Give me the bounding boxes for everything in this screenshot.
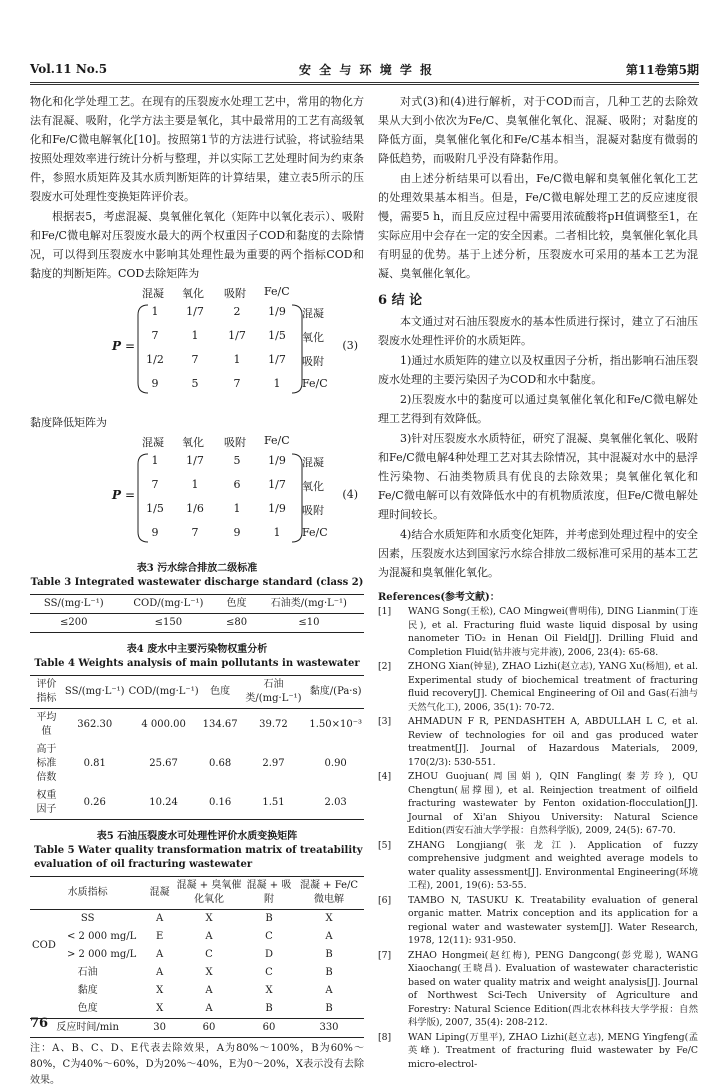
table-cell: C — [265, 967, 273, 978]
paragraph: 本文通过对石油压裂废水的基本性质进行探讨，建立了石油压裂废水处理性评价的水质矩阵。 — [378, 315, 698, 347]
table-cell: A — [156, 913, 164, 924]
matrix-col-header: 氧化 — [182, 436, 204, 449]
table-cell: 25.67 — [149, 758, 178, 769]
reference-text: ZHAO Hongmei(赵红梅), PENG Dangcong(彭党聪), WANG Xiaochang(王晓昌). Evaluation of wastewater characteristic based on water quality matrix and weight analysis[J]. Journal of Northwest Sci-Tech University of Agriculture and Forestry: Natural Science Edition(西北农林科技大学学报：自然科学版), 2007, 35(4): 208-212. — [408, 949, 698, 1028]
table-cell: X — [156, 985, 164, 996]
reference-number: [5] — [378, 839, 392, 851]
table-cell: X — [265, 985, 273, 996]
matrix-cell: 1/7 — [186, 454, 204, 467]
equals-sign: = — [125, 488, 136, 502]
table-cell: < 2 000 mg/L — [66, 931, 137, 942]
matrix-cell: 2 — [233, 305, 241, 318]
matrix-row-label: 混凝 — [302, 456, 324, 469]
right-bracket — [292, 454, 302, 542]
table-header-cell: 评价指标 — [30, 676, 63, 709]
table-cell: X — [205, 967, 213, 978]
matrix-cell: 1/6 — [186, 502, 204, 515]
table-header-cell: 色度 — [201, 676, 240, 709]
table-row — [30, 1000, 364, 1019]
matrix-cell: 1 — [273, 377, 281, 390]
table-row — [30, 928, 364, 946]
table-header-cell: 混凝 — [145, 877, 174, 910]
header-rule — [30, 82, 699, 85]
table-cell: X — [205, 913, 213, 924]
table-cell: 石油 — [77, 967, 98, 978]
matrix-row-label: Fe/C — [302, 526, 328, 539]
table-caption-en: Table 4 Weights analysis of main pollutants in wastewater — [34, 658, 360, 669]
table-cell: 1.50×10⁻³ — [309, 719, 362, 730]
table-caption-en: Table 3 Integrated wastewater discharge standard (class 2) — [30, 577, 364, 588]
table-cell: ≤10 — [254, 614, 364, 633]
table-cell: 2.97 — [262, 758, 285, 769]
reference-text: AHMADUN F R, PENDASHTEH A, ABDULLAH L C, et al. Review of technologies for oil and gas produced water treatment[J]. Journal of Hazardous Materials, 2009, 170(2/3): 530-551. — [408, 716, 698, 768]
table-cell: A — [156, 949, 164, 960]
table-cell: B — [294, 1000, 364, 1019]
matrix-col-header: 氧化 — [182, 287, 204, 300]
volume-label: Vol.11 No.5 — [30, 62, 108, 76]
reference-item — [378, 839, 698, 893]
reference-text: ZHOU Guojuan(周国娟), QIN Fangling(秦芳玲), QU Chengtun(屈撑囤), et al. Reinjection treatment of oilfield fracturing wastewater by Fenton oxidation-flocculation[J]. Journal of Xi'an Shiyou University: Natural Science Edition(西安石油大学学报：自然科学版), 2009, 24(5): 67-70. — [408, 771, 698, 836]
table-caption-en: Table 5 Water quality transformation matrix of treatability evaluation of oil fracturing wastewater — [34, 845, 363, 870]
reference-item — [378, 715, 698, 769]
table-3 — [30, 562, 364, 633]
table-cell: 色度 — [30, 1000, 145, 1019]
reference-item — [378, 660, 698, 714]
left-bracket — [138, 454, 148, 542]
matrix-cell: 1/5 — [268, 329, 286, 342]
matrix-cell: 7 — [191, 353, 199, 366]
table-cell: COD — [32, 940, 56, 951]
table-row — [30, 964, 364, 982]
table-cell: ≤80 — [219, 614, 254, 633]
table-caption-cn: 表3 污水综合排放二级标准 — [136, 563, 258, 574]
table-cell: 60 — [174, 1019, 244, 1038]
reference-item — [378, 894, 698, 948]
matrix-col-header: 吸附 — [224, 436, 246, 449]
table-cell: A — [325, 931, 333, 942]
matrix-cell: 1/9 — [268, 305, 286, 318]
table-cell: A — [174, 1000, 244, 1019]
matrix-brackets — [30, 434, 364, 558]
table-header-cell: SS/(mg·L⁻¹) — [30, 595, 118, 614]
table-cell: B — [325, 967, 333, 978]
reference-text: ZHONG Xian(钟显), ZHAO Lizhi(赵立志), YANG Xu(杨旭), et al. Experimental study of biochemical treatment of fracturing fluid recovery[J]. Chemical Engineering of Oil and Gas(石油与天然气化工), 2006, 35(1): 70-72. — [408, 661, 698, 713]
matrix-cell: 1/7 — [268, 353, 286, 366]
matrix-cell: 6 — [233, 478, 241, 491]
reference-number: [6] — [378, 894, 392, 906]
table-row — [30, 741, 364, 787]
paragraph: 物化和化学处理工艺。在现有的压裂废水处理工艺中，常用的物化方法有混凝、吸附，化学方法主要是氧化，其中最常用的工艺有高级氧化和Fe/C微电解氧化[10]。按照第1节的方法进行试验，将试验结果按照处理效率进行统计分析与整理，并以实际工艺处理时间为约束条件，参照水质矩阵及其水质判断矩阵的计算结果，建立表5所示的压裂废水可处理性变换矩阵评价表。 — [30, 95, 364, 203]
table-cell: X — [145, 1000, 174, 1019]
table-cell: X — [325, 913, 333, 924]
table-header-cell: 石油类/(mg·L⁻¹) — [240, 676, 308, 709]
matrix-row-label: 吸附 — [302, 504, 324, 517]
matrix-cell: 1/5 — [146, 502, 164, 515]
table-header-cell: 水质指标 — [30, 877, 145, 910]
matrix-symbol: P — [112, 339, 122, 353]
table-cell: 134.67 — [202, 719, 238, 730]
reference-number: [7] — [378, 949, 392, 961]
cod-removal-matrix — [30, 285, 364, 409]
table-header-cell: SS/(mg·L⁻¹) — [63, 676, 127, 709]
table-cell: 330 — [294, 1019, 364, 1038]
matrix-row-label: Fe/C — [302, 377, 328, 390]
table-cell: D — [264, 949, 274, 960]
reference-list — [378, 605, 698, 1071]
matrix-cell: 1 — [151, 454, 159, 467]
table-cell: 高于标准倍数 — [36, 744, 57, 783]
discharge-standard-table — [30, 594, 364, 633]
matrix-cell: 1 — [233, 502, 241, 515]
matrix-cell: 1 — [273, 526, 281, 539]
table-header-cell: 混凝 + 臭氧催化氧化 — [174, 877, 244, 910]
matrix-cell: 5 — [233, 454, 241, 467]
matrix-cell: 1 — [151, 305, 159, 318]
table-row — [30, 709, 364, 742]
matrix-cell: 9 — [151, 377, 159, 390]
right-bracket — [292, 305, 302, 393]
matrix-col-header: Fe/C — [264, 434, 290, 447]
table-cell: A — [205, 985, 213, 996]
paragraph: 由上述分析结果可以看出，Fe/C微电解和臭氧催化氧化工艺的处理效果基本相当。但是，Fe/C微电解处理工艺的反应速度很慢，需要5 h，而且反应过程中需要用浓硫酸将pH值调整至1，在实际应用中会存在一定的安全因素。二者相比较，臭氧催化氧化具有明显的优势。基于上述分析，压裂废水可采用的基本工艺为混凝、臭氧催化氧化。 — [378, 172, 698, 280]
matrix-cell: 1 — [233, 353, 241, 366]
matrix-col-header: 吸附 — [224, 287, 246, 300]
matrix-cell: 1 — [191, 478, 199, 491]
matrix-cell: 1 — [191, 329, 199, 342]
table-cell: 0.90 — [324, 758, 347, 769]
matrix-cell: 1/7 — [228, 329, 246, 342]
table-note: 注：A、B、C、D、E代表去除效果，A为80%～100%，B为60%～80%，C为40%～60%，D为20%～40%，E为0～20%，X表示没有去除效果。 — [30, 1043, 364, 1086]
section-heading: 6 结 论 — [378, 293, 423, 308]
table-caption-cn: 表5 石油压裂废水可处理性评价水质变换矩阵 — [96, 831, 298, 842]
reference-text: TAMBO N, TASUKU K. Treatability evaluation of general organic matter. Matrix conception and its application for a regional water and wastewater system[J]. Water Research, 1978, 12(11): 931-950. — [408, 894, 698, 946]
table-cell: 黏度 — [77, 985, 98, 996]
table-header-cell: 石油类/(mg·L⁻¹) — [254, 595, 364, 614]
reference-text: ZHANG Longjiang(张龙江). Application of fuzzy comprehensive judgment and weighted average models to water quality assessment[J]. Environmental Engineering(环境工程), 2001, 19(6): 53-55. — [408, 839, 698, 891]
table-header-cell: 色度 — [219, 595, 254, 614]
matrix-cell: 1/9 — [268, 502, 286, 515]
table-5 — [30, 830, 364, 1089]
paragraph: 对式(3)和(4)进行解析，对于COD而言，几种工艺的去除效果从大到小依次为Fe/C、臭氧催化氧化、混凝、吸附；对黏度的降低方面，臭氧催化氧化和Fe/C基本相当，混凝对黏度有微弱的降低趋势，而吸附几乎没有降黏作用。 — [378, 95, 698, 165]
table-cell: B — [265, 913, 273, 924]
table-cell: 平均值 — [36, 712, 57, 737]
table-cell: 2.03 — [307, 787, 364, 820]
table-cell: C — [205, 949, 213, 960]
viscosity-reduction-matrix — [30, 434, 364, 558]
table-cell: 反应时间/min — [30, 1019, 145, 1038]
matrix-cell: 1/2 — [146, 353, 164, 366]
table-cell: 60 — [244, 1019, 294, 1038]
table-cell: B — [325, 949, 333, 960]
pollutant-weights-table — [30, 675, 364, 820]
table-caption-cn: 表4 废水中主要污染物权重分析 — [126, 644, 268, 655]
running-header — [30, 58, 699, 80]
table-cell: 权重因子 — [30, 787, 63, 820]
matrix-row-label: 氧化 — [302, 480, 324, 493]
matrix-cell: 7 — [151, 329, 159, 342]
matrix-cell: 9 — [233, 526, 241, 539]
table-cell: A — [205, 931, 213, 942]
reference-text: WANG Song(王松), CAO Mingwei(曹明伟), DING Lianmin(丁连民), et al. Fracturing fluid waste liquid disposal by using nanometer TiO₂ in Henan Oil Field[J]. Drilling Fluid and Completion Fluid(钻井液与完井液), 2006, 23(4): 65-68. — [408, 606, 698, 658]
table-row — [30, 787, 364, 820]
matrix-col-header: 混凝 — [142, 436, 164, 449]
reference-item — [378, 949, 698, 1030]
matrix-cell: 1/7 — [186, 305, 204, 318]
reference-text: WAN Liping(万里平), ZHAO Lizhi(赵立志), MENG Yingfeng(孟英峰). Treatment of fracturing fluid wastewater by Fe/C micro-electrol- — [408, 1031, 698, 1070]
right-column — [378, 92, 698, 1072]
left-column — [30, 92, 364, 1089]
matrix-symbol: P — [112, 488, 122, 502]
table-cell: A — [325, 985, 333, 996]
transformation-matrix-table — [30, 876, 364, 1038]
reference-item — [378, 1031, 698, 1072]
conclusion-item: 2)压裂废水中的黏度可以通过臭氧催化氧化和Fe/C微电解处理工艺得到有效降低。 — [378, 393, 698, 425]
matrix-cell: 9 — [151, 526, 159, 539]
table-cell: E — [156, 931, 164, 942]
reference-number: [4] — [378, 771, 392, 782]
table-header-cell: COD/(mg·L⁻¹) — [127, 676, 201, 709]
table-cell: 10.24 — [127, 787, 201, 820]
table-cell: 362.30 — [77, 719, 113, 730]
table-cell: 0.68 — [208, 758, 232, 769]
left-bracket — [138, 305, 148, 393]
table-cell: 39.72 — [259, 719, 288, 730]
reference-number: [2] — [378, 661, 392, 672]
conclusion-item: 3)针对压裂废水水质特征，研究了混凝、臭氧催化氧化、吸附和Fe/C微电解4种处理工艺对其去除情况，其中混凝对水中的悬浮性污染物、石油类物质具有优良的去除效果；臭氧催化氧化和Fe/C微电解可以有效降低水中的有机物质浓度，但Fe/C微电解处理时间较长。 — [378, 432, 698, 521]
conclusion-item: 4)结合水质矩阵和水质变化矩阵，并考虑到处理过程中的安全因素，压裂废水达到国家污水综合排放二级标准可采用的基本工艺为混凝和臭氧催化氧化。 — [378, 528, 698, 579]
table-row — [30, 1019, 364, 1038]
table-cell: C — [265, 931, 273, 942]
reference-number: [8] — [378, 1031, 392, 1043]
matrix-col-header: Fe/C — [264, 285, 290, 298]
table-4 — [30, 643, 364, 820]
table-row — [30, 614, 364, 633]
conclusion-item: 1)通过水质矩阵的建立以及权重因子分析，指出影响石油压裂废水处理的主要污染因子为COD和水中黏度。 — [378, 354, 698, 386]
table-cell: > 2 000 mg/L — [66, 949, 137, 960]
journal-title: 安 全 与 环 境 学 报 — [298, 62, 435, 77]
page-number: 76 — [30, 1016, 49, 1031]
reference-item — [378, 770, 698, 838]
paragraph: 黏度降低矩阵为 — [30, 416, 107, 429]
matrix-row-label: 吸附 — [302, 355, 324, 368]
reference-number: [1] — [378, 606, 392, 617]
references-title: References(参考文献)： — [378, 592, 500, 603]
table-cell: 0.16 — [201, 787, 240, 820]
matrix-brackets — [30, 285, 364, 409]
equals-sign: = — [125, 339, 136, 353]
matrix-cell: 1/7 — [268, 478, 286, 491]
table-header-cell: 混凝 + 吸附 — [244, 877, 294, 910]
matrix-cell: 5 — [191, 377, 199, 390]
table-cell: 1.51 — [240, 787, 308, 820]
table-row — [30, 910, 364, 929]
table-cell: ≤150 — [118, 614, 220, 633]
table-row — [30, 982, 364, 1000]
matrix-cell: 7 — [151, 478, 159, 491]
matrix-row-label: 混凝 — [302, 307, 324, 320]
equation-number: (4) — [342, 488, 358, 501]
table-cell: 30 — [145, 1019, 174, 1038]
matrix-cell: 1/9 — [268, 454, 286, 467]
table-cell: 0.81 — [83, 758, 106, 769]
table-cell: 0.26 — [63, 787, 127, 820]
table-cell: ≤200 — [30, 614, 118, 633]
issue-label: 第11卷第5期 — [625, 62, 699, 77]
matrix-cell: 7 — [233, 377, 241, 390]
table-row — [30, 946, 364, 964]
table-header-cell: COD/(mg·L⁻¹) — [118, 595, 220, 614]
reference-number: [3] — [378, 716, 392, 727]
table-cell: B — [244, 1000, 294, 1019]
matrix-col-header: 混凝 — [142, 287, 164, 300]
table-cell: 4 000.00 — [141, 719, 186, 730]
table-header-cell: 黏度/(Pa·s) — [307, 676, 364, 709]
table-header-cell: 混凝 + Fe/C微电解 — [294, 877, 364, 910]
reference-item — [378, 605, 698, 659]
table-cell: A — [156, 967, 164, 978]
matrix-row-label: 氧化 — [302, 331, 324, 344]
table-cell: SS — [80, 913, 95, 924]
paragraph: 根据表5，考虑混凝、臭氧催化氧化（矩阵中以氧化表示）、吸附和Fe/C微电解对压裂废水最大的两个权重因子COD和黏度的去除情况，可以得到压裂废水中影响其处理性最为重要的两个指标COD和黏度的判断矩阵。COD去除矩阵为 — [30, 210, 364, 280]
equation-number: (3) — [342, 339, 358, 352]
matrix-cell: 7 — [191, 526, 199, 539]
